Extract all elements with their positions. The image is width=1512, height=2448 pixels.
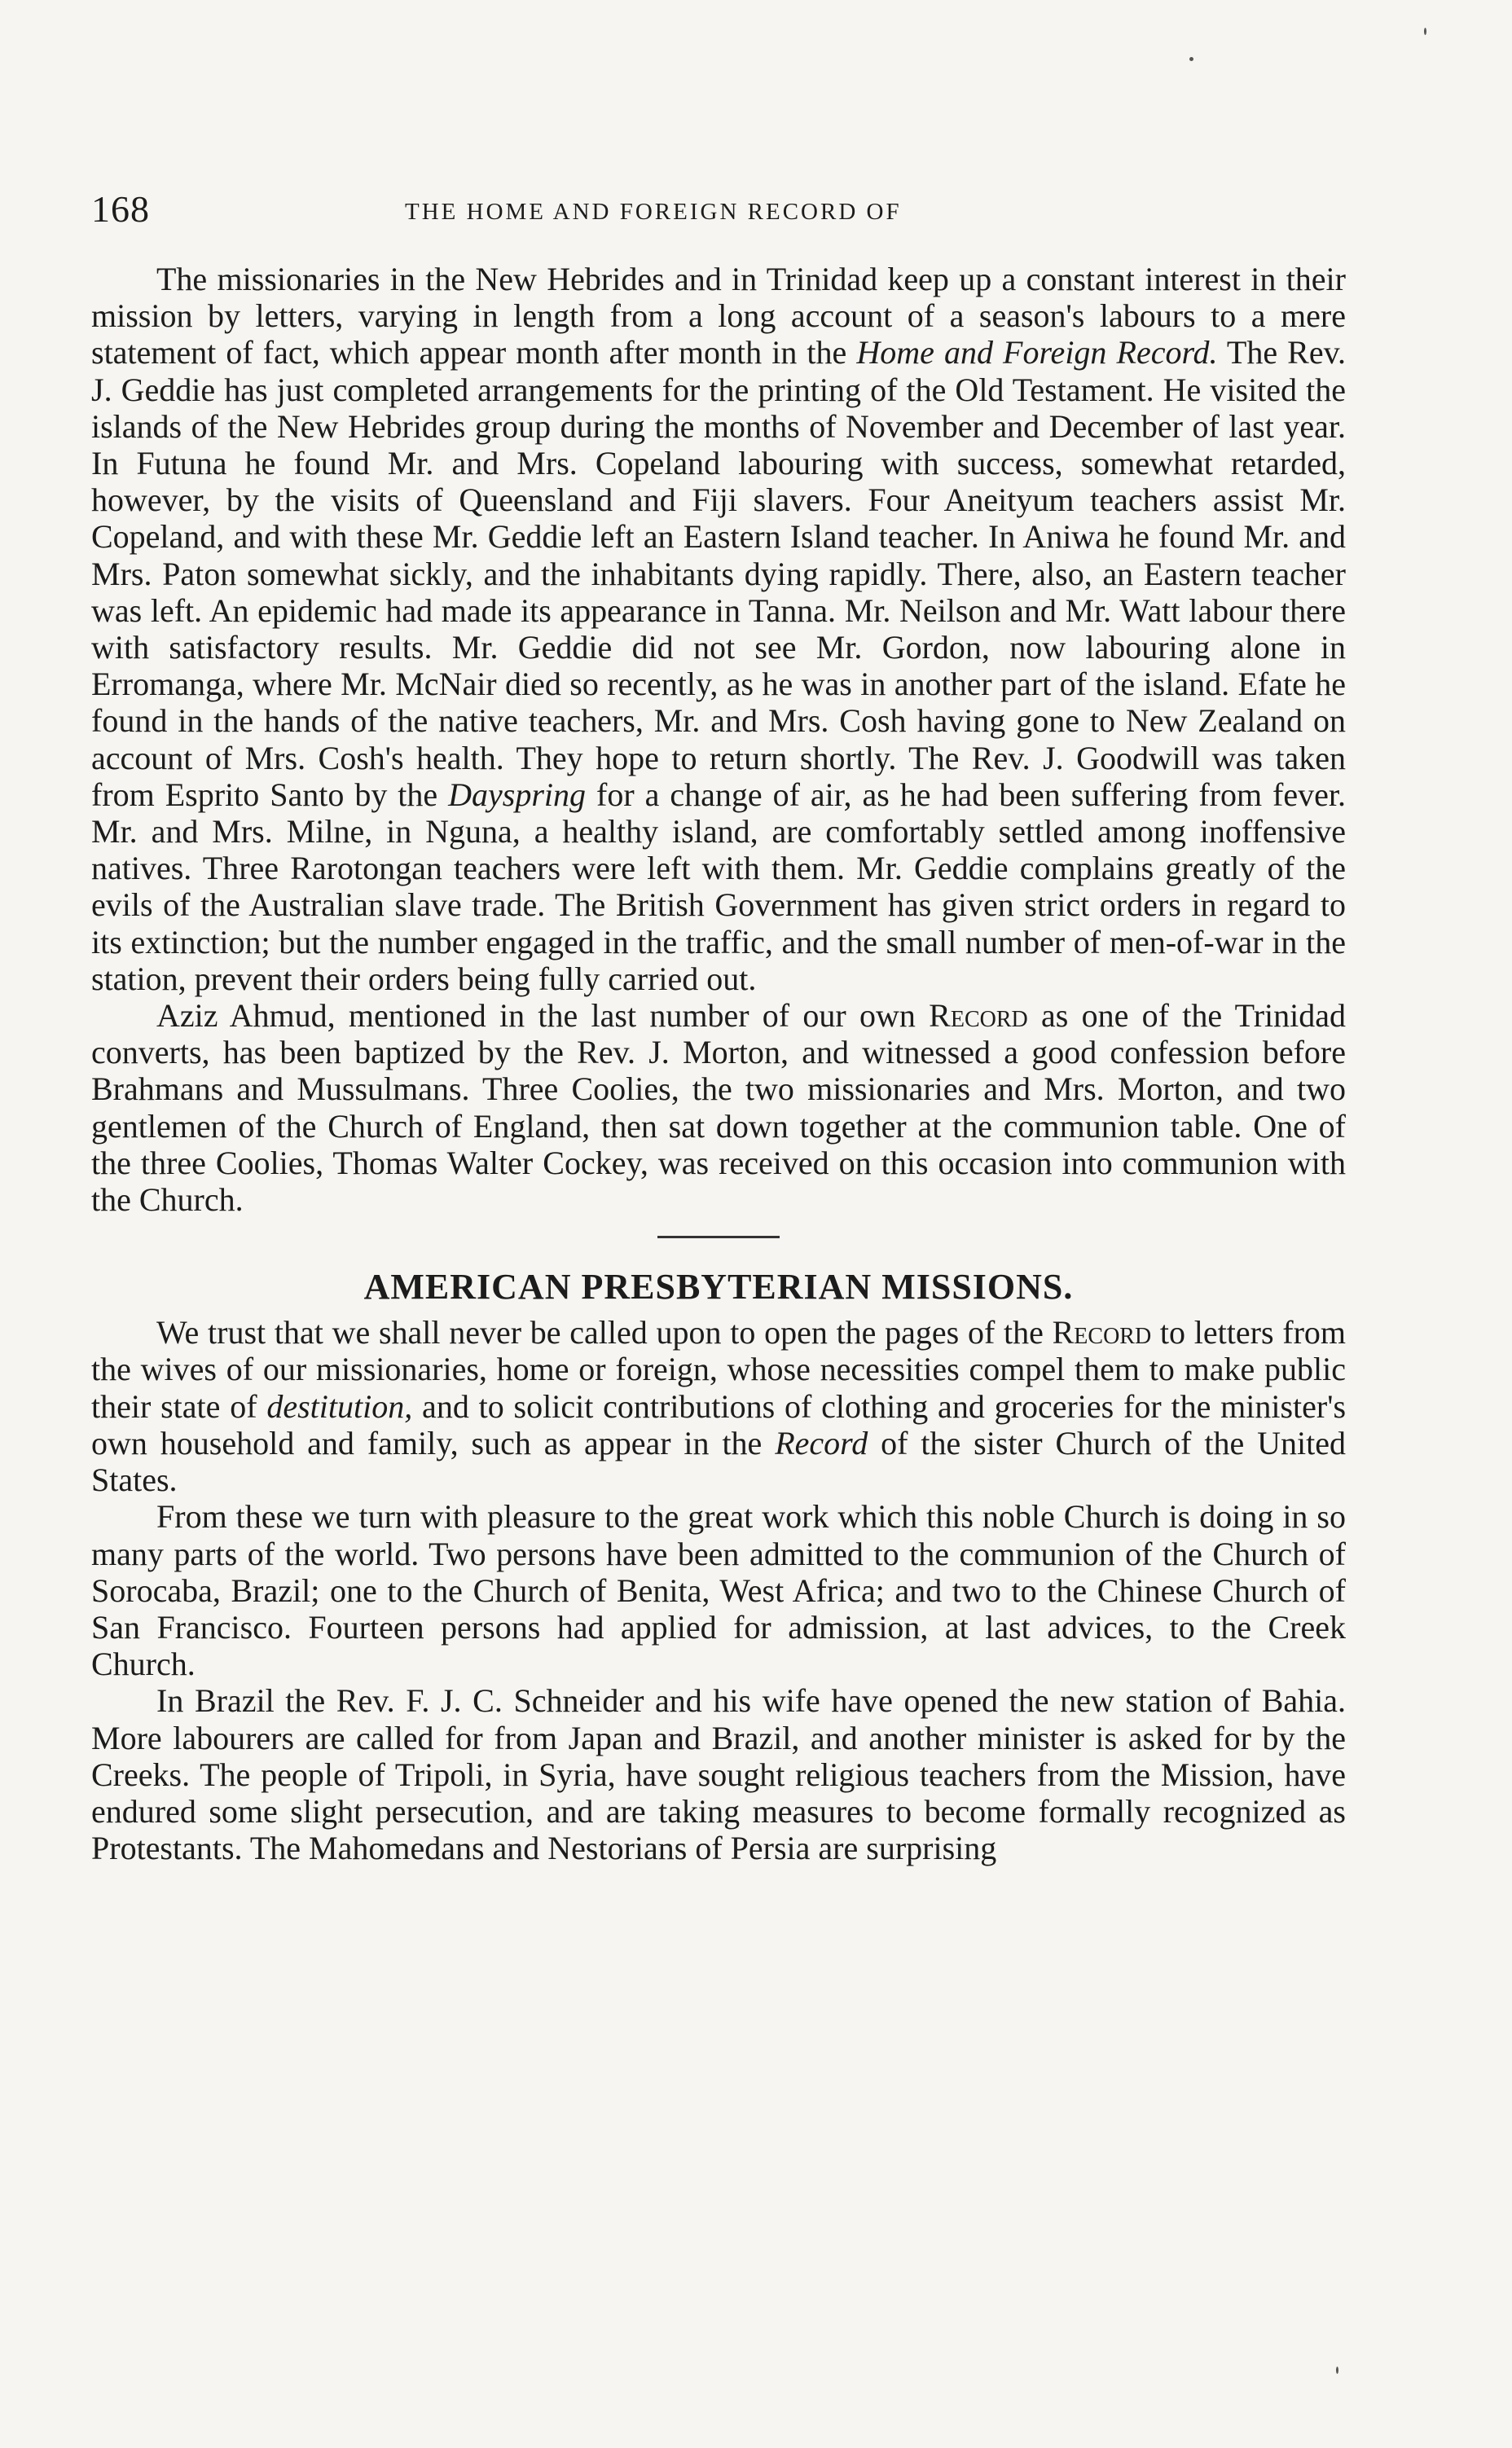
section-divider [657, 1236, 780, 1238]
print-speck [1424, 28, 1426, 35]
paragraph-new-hebrides [91, 261, 1346, 997]
running-title: THE HOME AND FOREIGN RECORD OF [405, 199, 902, 225]
print-speck [1189, 57, 1193, 61]
page-content [91, 187, 1346, 1866]
paragraph-text: and to solicit contributions of clothing and groceries for the minister's own household and family, such as appear in the [91, 1387, 1347, 1461]
emphasis-text: destitution, [266, 1387, 413, 1425]
paragraph-brazil: In Brazil the Rev. F. J. C. Schneider and his wife have opened the new station of Bahia. More labourers are called for from Japan and Brazil, and another minister is asked for by the Creeks. The people of Tripoli, in Syria, have sought religious teachers from the Mission, have endured some slight persecution, and are taking measures to become formally recognized as Protestants. The Mahomedans and Nestorians of Persia are surprising [91, 1682, 1346, 1867]
publication-title: Home and Foreign Record. [856, 334, 1218, 371]
paragraph-text: as one of the Trinidad converts, has been baptized by the Rev. J. Morton, and witnessed a good confession before Brahmans and Mussulmans. Three Coolies, the two missionaries and Mrs. Morton, and two gentlemen of the Church of England, then sat down together at the communion table. One of the three Coolies, Thomas Walter Cockey, was received on this occasion into communion with the Church. [91, 997, 1347, 1219]
paragraph-text: Aziz Ahmud, mentioned in the last number of our own [156, 997, 930, 1035]
paragraph-text: The Rev. J. Geddie has just completed arrangements for the printing of the Old Testament. He visited the islands of the New Hebrides group during the months of November and December of last year. In Futuna he found Mr. and Mrs. Copeland labouring with success, somewhat retarded, however, by the visits of Queensland and Fiji slavers. Four Aneityum teachers assist Mr. Copeland, and with these Mr. Geddie left an Eastern Island teacher. In Aniwa he found Mr. and Mrs. Paton somewhat sickly, and the inhabitants dying rapidly. There, also, an Eastern teacher was left. An epidemic had made its appearance in Tanna. Mr. Neilson and Mr. Watt labour there with satisfactory results. Mr. Geddie did not see Mr. Gordon, now labouring alone in Erromanga, where Mr. McNair died so recently, as he was in another part of the island. Efate he found in the hands of the native teachers, Mr. and Mrs. Cosh having gone to New Zealand on account of Mrs. Cosh's health. They hope to return shortly. The Rev. J. Goodwill was taken from Esprito Santo by the [91, 334, 1346, 813]
paragraph-trinidad [91, 997, 1346, 1218]
paragraph-appeal [91, 1314, 1346, 1498]
publication-title: Record [775, 1424, 868, 1461]
section-heading: AMERICAN PRESBYTERIAN MISSIONS. [363, 1267, 1074, 1308]
record-small-caps: Record [929, 997, 1028, 1035]
record-small-caps: Record [1052, 1314, 1152, 1351]
paragraph-text: We trust that we shall never be called upon to open the pages of the [156, 1314, 1053, 1351]
paragraph-text: to letters from the wives of our missionaries, home or foreign, whose necessities compel them to make public their state of [91, 1314, 1346, 1425]
paragraph-text: of the sister Church of the United States. [91, 1424, 1346, 1499]
running-head [91, 187, 1346, 236]
print-speck [1336, 2367, 1338, 2374]
page-number: 168 [91, 188, 150, 230]
ship-name: Dayspring [448, 776, 587, 813]
paragraph-text: for a change of air, as he had been suffering from fever. Mr. and Mrs. Milne, in Nguna, a healthy island, are comfortably settled among inoffensive natives. Three Rarotongan teachers were left with them. Mr. Geddie complains greatly of the evils of the Australian slave trade. The British Government has given strict orders in regard to its extinction; but the number engaged in the traffic, and the small number of men-of-war in the station, prevent their orders being fully carried out. [91, 776, 1347, 997]
paragraph-work: From these we turn with pleasure to the great work which this noble Church is doing in so many parts of the world. Two persons have been admitted to the communion of the Church of Sorocaba, Brazil; one to the Church of Benita, West Africa; and two to the Chinese Church of San Francisco. Fourteen persons had applied for admission, at last advices, to the Creek Church. [91, 1498, 1346, 1683]
paragraph-text: The missionaries in the New Hebrides and in Trinidad keep up a constant interest in their mission by letters, varying in length from a long account of a season's labours to a mere statement of fact, which appear month after month in the [91, 261, 1346, 371]
